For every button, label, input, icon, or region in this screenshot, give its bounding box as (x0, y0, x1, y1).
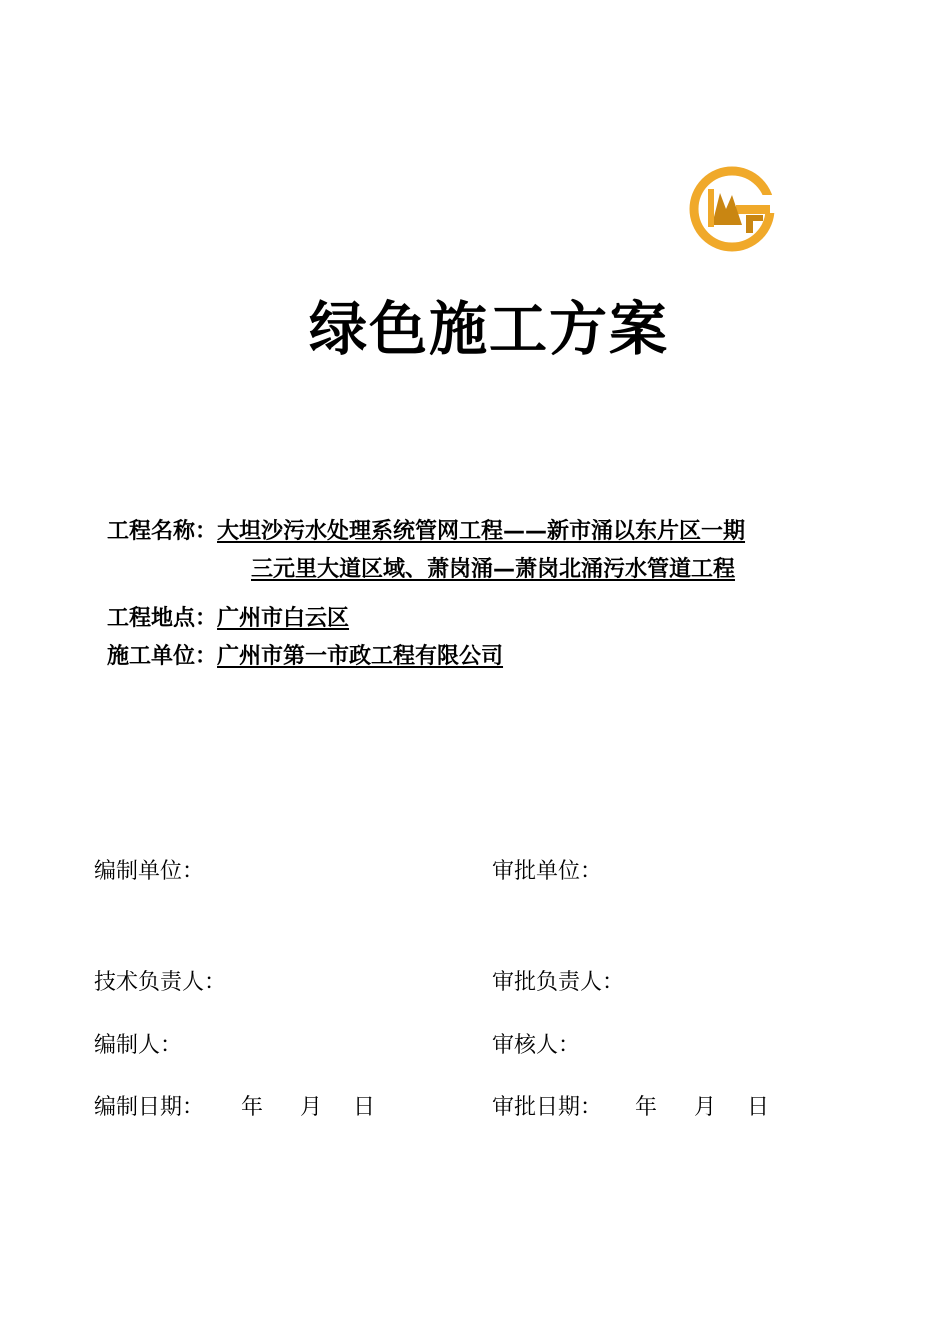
compiling-unit-label: 编制单位： (94, 859, 205, 884)
document-title: 绿色施工方案 (308, 295, 669, 363)
reviewer-label: 审核人： (492, 1033, 581, 1058)
approving-unit-label: 审批单位： (492, 859, 603, 884)
tech-lead-label: 技术负责人： (94, 970, 227, 995)
contractor-value: 广州市第一市政工程有限公司 (217, 644, 504, 669)
compile-date-label: 编制日期： (94, 1095, 205, 1120)
project-name-row-2 (251, 555, 735, 585)
compile-date-row (94, 1093, 375, 1123)
approval-date-day: 日 (747, 1095, 770, 1120)
company-logo-icon (688, 165, 776, 253)
contractor-label: 施工单位： (107, 644, 218, 669)
approval-date-row (492, 1093, 769, 1123)
project-name-line2: 三元里大道区域、萧岗涌—萧岗北涌污水管道工程 (251, 557, 736, 582)
project-location-value: 广州市白云区 (217, 606, 350, 631)
approval-lead-label: 审批负责人： (492, 970, 625, 995)
compile-date-year: 年 (241, 1095, 264, 1120)
project-name-label: 工程名称： (107, 519, 218, 544)
compile-date-day: 日 (353, 1095, 376, 1120)
project-name-line1: 大坦沙污水处理系统管网工程——新市涌以东片区一期 (217, 519, 746, 544)
compile-date-month: 月 (300, 1095, 323, 1120)
approval-date-year: 年 (635, 1095, 658, 1120)
approval-date-month: 月 (694, 1095, 717, 1120)
contractor-row (107, 642, 503, 672)
author-label: 编制人： (94, 1033, 183, 1058)
project-name-row (107, 517, 745, 547)
project-location-label: 工程地点： (107, 606, 218, 631)
project-location-row (107, 604, 349, 634)
approval-date-label: 审批日期： (492, 1095, 603, 1120)
